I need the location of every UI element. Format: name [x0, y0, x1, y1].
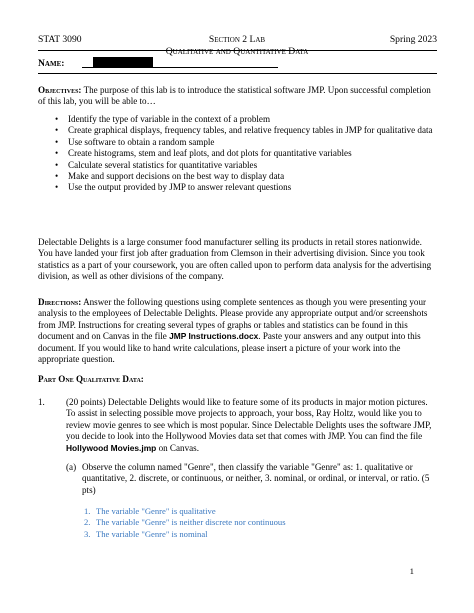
instructions-file-name: JMP Instructions.docx — [169, 331, 259, 342]
objectives-label: Objectives: — [38, 85, 82, 95]
scenario-paragraph: Delectable Delights is a large consumer food manufacturer selling its products in retail stores nationwide. You have landed your first job after graduation from Clemson in their advertising division. Since you took statistics as a part of your coursework, you are often called upon to perform data analysis for the advertising division, as well as other divisions of the company. — [38, 237, 432, 282]
directions-text: Answer the following questions using complete sentences as though you were presenting your analysis to the employees of Delectable Delights. Please provide any appropriate output and/or screenshots from JMP. Instructions for creating several types of graphs or tables and statistics can be found in this document and on Canvas in the file — [38, 297, 428, 342]
part-label: (a) — [66, 462, 77, 472]
objectives-intro: The purpose of this lab is to introduce the statistical software JMP. Upon successful completion of this lab, you will be able to… — [38, 85, 431, 107]
list-item: • Create graphical displays, frequency tables, and relative frequency tables in JMP for qualitative data — [55, 125, 435, 136]
answer-list — [84, 506, 286, 540]
directions-text-end: . Paste your answers and any output into this document. If you would like to hand write calculations, please insert a picture of your work into the appropriate question. — [38, 331, 421, 365]
answer-item: 1. The variable "Genre" is qualitative — [84, 506, 216, 516]
dataset-file-name: Hollywood Movies.jmp — [66, 442, 157, 453]
objectives-list — [55, 114, 435, 194]
question-1a-text: Observe the column named "Genre", then classify the variable "Genre" as: 1. qualitative or quantitative, 2. discrete, or continuous, or neither, 3. nominal, or ordinal, or interval, or ratio. (5 pts) — [82, 462, 430, 495]
answer-item: 3. The variable "Genre" is nominal — [84, 528, 208, 539]
objectives-paragraph — [38, 85, 438, 108]
list-item: • Identify the type of variable in the context of a problem — [55, 114, 435, 125]
directions-paragraph — [38, 297, 438, 365]
course-code: STAT 3090 — [38, 34, 82, 45]
section-title: Section 2 Lab — [208, 34, 266, 45]
name-label: Name: — [38, 58, 65, 69]
part-one-heading: Part One Qualitative Data: — [38, 374, 144, 384]
header-rule — [38, 50, 437, 51]
list-item: • Calculate several statistics for quantitative variables — [55, 160, 435, 171]
directions-label: Directions: — [38, 297, 82, 307]
question-1-text: (20 points) Delectable Delights would like to feature some of its products in major motion pictures. To assist in selecting possible move projects to approach, your boss, Ray Holtz, would like you to review movie genres to see which is most popular. Since Delectable Delights uses the software JMP, you decide to look into the Hollywood Movies data set that comes with JMP. You can find the file Hollywood Movies.jmp on Canvas. — [66, 397, 432, 453]
list-item: • Make and support decisions on the best way to display data — [55, 171, 435, 182]
question-1 — [38, 397, 438, 454]
list-item: • Create histograms, stem and leaf plots, and dot plots for quantitative variables — [55, 148, 435, 159]
question-1a — [66, 462, 436, 496]
page-number: 1 — [409, 566, 414, 576]
name-line — [38, 57, 153, 69]
list-item: • Use software to obtain a random sample — [55, 137, 435, 148]
lab-subtitle: Qualitative and Quantitative Data — [165, 46, 309, 57]
term: Spring 2023 — [389, 34, 437, 45]
question-number: 1. — [38, 397, 45, 407]
list-item: • Use the output provided by JMP to answer relevant questions — [55, 182, 435, 193]
answer-item: 2. The variable "Genre" is neither discrete nor continuous — [84, 517, 286, 528]
name-rule — [38, 73, 437, 74]
name-underline — [82, 57, 278, 68]
